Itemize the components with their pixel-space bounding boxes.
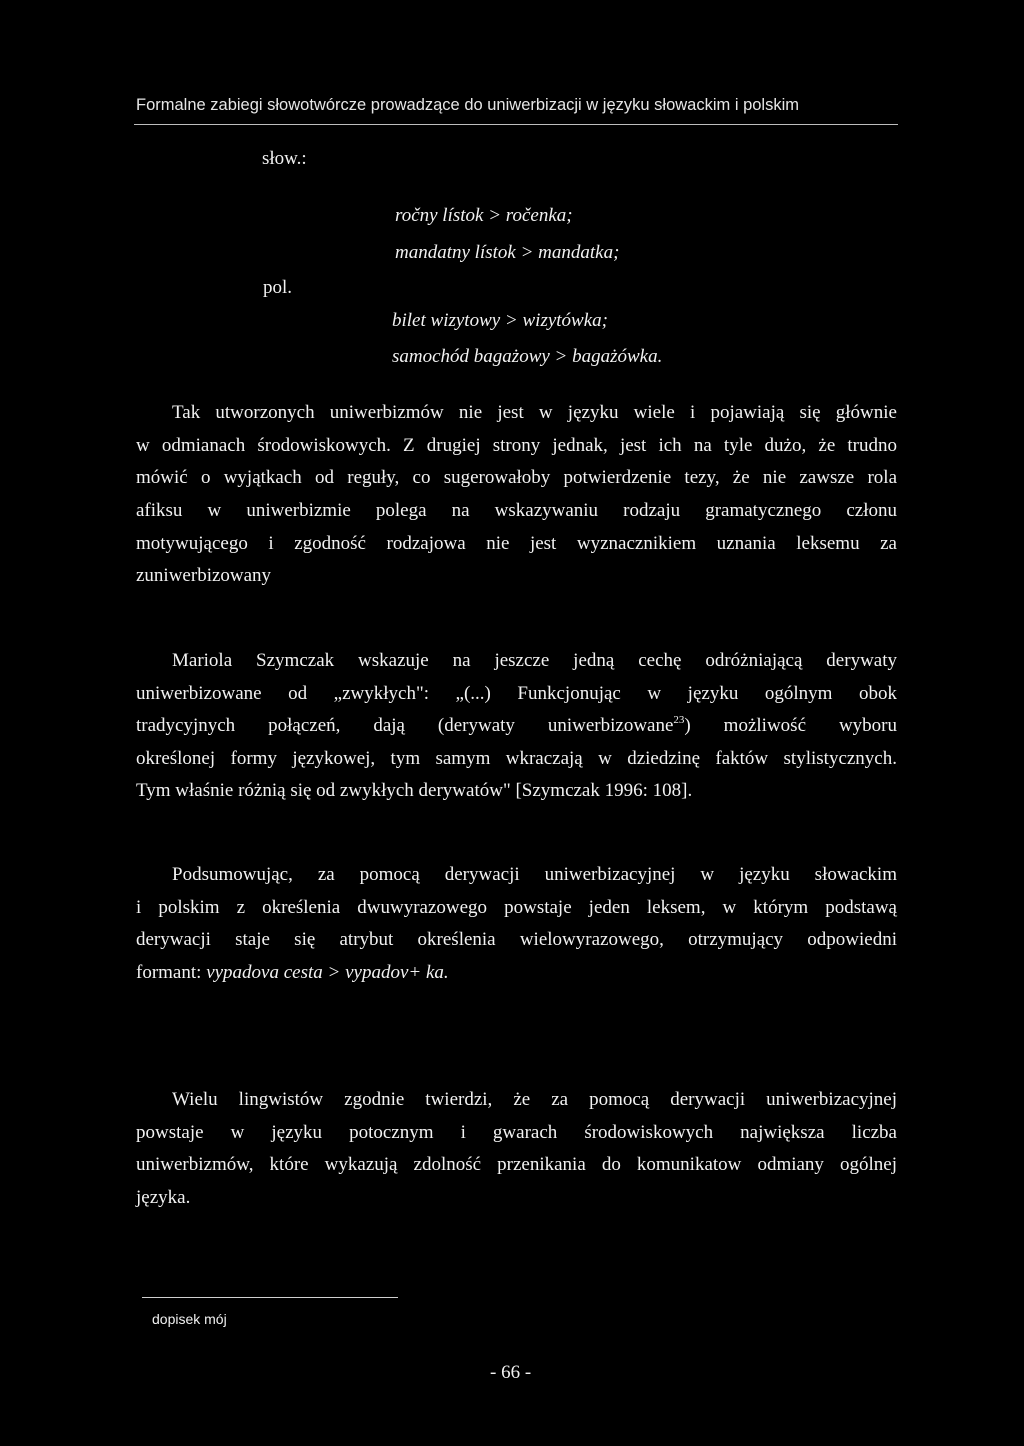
text-line: Podsumowując, za pomocą derywacji uniwerbizacyjnej w języku słowackim <box>172 864 897 885</box>
page-number: - 66 - <box>490 1362 532 1383</box>
text-line: i polskim z określenia dwuwyrazowego powstaje jeden leksem, w którym podstawą <box>136 896 897 918</box>
text-line: Wielu lingwistów zgodnie twierdzi, że za pomocą derywacji uniwerbizacyjnej <box>172 1089 897 1110</box>
text-line: Mariola Szymczak wskazuje na jeszcze jedną cechę odróżniającą derywaty <box>172 650 897 671</box>
text-line: Tak utworzonych uniwerbizmów nie jest w języku wiele i pojawiają się głównie <box>172 402 897 423</box>
paragraph-4 <box>136 1084 897 1215</box>
footnote-text: dopisek mój <box>152 1311 227 1327</box>
slovak-example-1: ročny lístok > ročenka; <box>395 205 573 226</box>
text-run: formant: <box>136 962 207 984</box>
footnote-rule <box>142 1297 398 1298</box>
text-line: określonej formy językowej, tym samym wkraczają w dziedzinę faktów stylistycznych. <box>136 747 897 769</box>
paragraph-3 <box>136 859 897 990</box>
text-run: ) możliwość wyboru <box>684 715 897 736</box>
text-line: zuniwerbizowany <box>136 565 272 587</box>
text-line: uniwerbizmów, które wykazują zdolność przenikania do komunikatow odmiany ogólnej <box>136 1154 897 1176</box>
polish-example-1: bilet wizytowy > wizytówka; <box>392 310 608 331</box>
header-rule <box>134 124 898 125</box>
text-line: powstaje w języku potocznym i gwarach środowiskowych największa liczba <box>136 1121 897 1143</box>
text-line: uniwerbizowane od „zwykłych": „(...) Funkcjonując w języku ogólnym obok <box>136 682 897 704</box>
text-line: afiksu w uniwerbizmie polega na wskazywaniu rodzaju gramatycznego członu <box>136 500 897 522</box>
slovak-example-2: mandatny lístok > mandatka; <box>395 242 620 263</box>
text-line: Tym właśnie różnią się od zwykłych derywatów" [Szymczak 1996: 108]. <box>136 780 693 801</box>
slovak-label: słow.: <box>262 148 307 169</box>
paragraph-1 <box>136 397 897 593</box>
text-line: derywacji staje się atrybut określenia wielowyrazowego, otrzymujący odpowiedni <box>136 929 897 951</box>
paragraph-2 <box>136 645 897 808</box>
text-line <box>136 957 897 990</box>
polish-example-2: samochód bagażowy > bagażówka. <box>392 346 663 367</box>
text-line: w odmianach środowiskowych. Z drugiej strony jednak, jest ich na tyle dużo, że trudno <box>136 434 897 456</box>
text-line: motywującego i zgodność rodzajowa nie jest wyznacznikiem uznania leksemu za <box>136 532 897 554</box>
text-line: mówić o wyjątkach od reguły, co sugerowałoby potwierdzenie tezy, że nie zawsze rola <box>136 467 897 489</box>
example-formant: vypadova cesta > vypadov+ ka. <box>206 962 449 984</box>
polish-label: pol. <box>263 277 293 298</box>
text-run: tradycyjnych połączeń, dają (derywaty uniwerbizowane <box>136 715 674 736</box>
text-line: języka. <box>136 1187 191 1209</box>
footnote-ref: 23 <box>673 714 685 726</box>
text-line <box>136 710 897 743</box>
running-header: Formalne zabiegi słowotwórcze prowadzące do uniwerbizacji w języku słowackim i polskim <box>136 96 800 114</box>
